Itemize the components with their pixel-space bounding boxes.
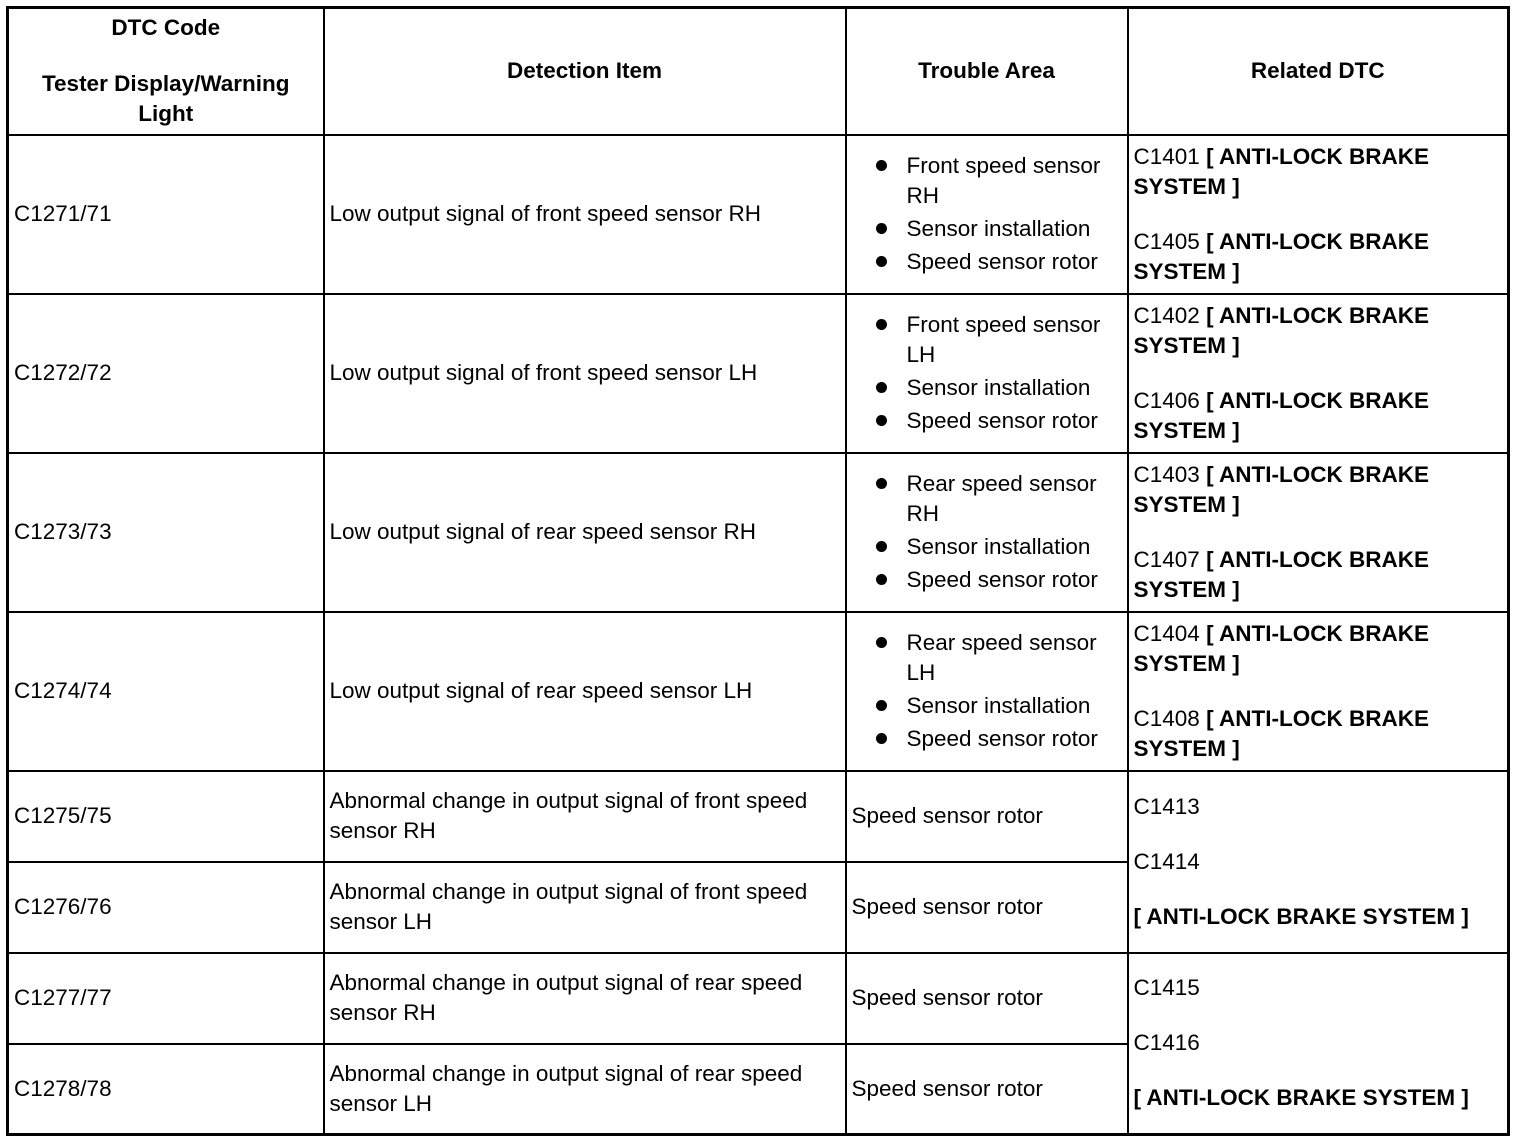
related-dtc-entry xyxy=(1134,227,1503,287)
trouble-area-cell: Speed sensor rotor xyxy=(846,862,1128,953)
table-row xyxy=(8,612,1509,771)
trouble-area-cell xyxy=(846,453,1128,612)
table-row xyxy=(8,294,1509,453)
trouble-area-item: Speed sensor rotor xyxy=(874,406,1122,436)
trouble-area-item: Speed sensor rotor xyxy=(874,565,1122,595)
trouble-area-item: Front speed sensor LH xyxy=(874,310,1122,370)
related-dtc-system: [ ANTI-LOCK BRAKE SYSTEM ] xyxy=(1133,903,1469,929)
header-dtc-code-line2: Tester Display/Warning Light xyxy=(41,71,290,127)
trouble-area-item: Sensor installation xyxy=(874,532,1122,562)
trouble-area-cell xyxy=(846,135,1128,294)
dtc-table xyxy=(6,6,1510,1136)
header-row xyxy=(8,8,1509,135)
detection-item-cell: Low output signal of front speed sensor LH xyxy=(324,294,846,453)
detection-item-cell: Low output signal of front speed sensor RH xyxy=(324,135,846,294)
related-dtc-cell xyxy=(1128,453,1509,612)
related-dtc-code: C1403 xyxy=(1133,461,1200,487)
related-dtc-code: C1415 xyxy=(1133,975,1200,1001)
related-dtc-entry xyxy=(1134,142,1503,202)
related-dtc-code: C1404 xyxy=(1133,620,1200,646)
related-dtc-cell xyxy=(1128,953,1509,1135)
header-detection-item: Detection Item xyxy=(324,8,846,135)
related-dtc-entry xyxy=(1134,545,1503,605)
trouble-area-item: Sensor installation xyxy=(874,214,1122,244)
related-dtc-code: C1405 xyxy=(1133,228,1200,254)
related-dtc-cell xyxy=(1128,294,1509,453)
trouble-area-cell xyxy=(846,612,1128,771)
trouble-area-item: Rear speed sensor LH xyxy=(874,628,1122,688)
related-dtc-system: [ ANTI-LOCK BRAKE SYSTEM ] xyxy=(1133,546,1429,602)
related-dtc-system: [ ANTI-LOCK BRAKE SYSTEM ] xyxy=(1133,705,1429,761)
trouble-area-item: Sensor installation xyxy=(874,373,1122,403)
related-dtc-cell xyxy=(1128,135,1509,294)
related-dtc-entry xyxy=(1134,460,1503,520)
related-dtc-system: [ ANTI-LOCK BRAKE SYSTEM ] xyxy=(1133,143,1429,199)
dtc-code-cell: C1275/75 xyxy=(8,771,324,862)
trouble-area-cell: Speed sensor rotor xyxy=(846,1044,1128,1135)
trouble-area-cell xyxy=(846,294,1128,453)
detection-item-cell: Low output signal of rear speed sensor LH xyxy=(324,612,846,771)
trouble-area-item: Sensor installation xyxy=(874,691,1122,721)
related-dtc-entry xyxy=(1134,619,1503,679)
related-dtc-code: C1413 xyxy=(1133,793,1200,819)
related-dtc-system: [ ANTI-LOCK BRAKE SYSTEM ] xyxy=(1133,387,1429,443)
header-dtc-code xyxy=(8,8,324,135)
dtc-code-cell: C1273/73 xyxy=(8,453,324,612)
related-dtc-code: C1402 xyxy=(1133,302,1200,328)
dtc-code-cell: C1277/77 xyxy=(8,953,324,1044)
table-row xyxy=(8,135,1509,294)
related-dtc-cell xyxy=(1128,771,1509,953)
trouble-area-item: Speed sensor rotor xyxy=(874,724,1122,754)
related-dtc-entry xyxy=(1134,704,1503,764)
related-dtc-code: C1414 xyxy=(1133,848,1200,874)
related-dtc-code: C1401 xyxy=(1133,143,1200,169)
related-dtc-code: C1407 xyxy=(1133,546,1200,572)
related-dtc-code: C1416 xyxy=(1133,1030,1200,1056)
related-dtc-system: [ ANTI-LOCK BRAKE SYSTEM ] xyxy=(1133,302,1429,358)
detection-item-cell: Low output signal of rear speed sensor RH xyxy=(324,453,846,612)
related-dtc-code: C1408 xyxy=(1133,705,1200,731)
detection-item-cell: Abnormal change in output signal of front speed sensor LH xyxy=(324,862,846,953)
trouble-area-item: Speed sensor rotor xyxy=(874,247,1122,277)
dtc-code-cell: C1272/72 xyxy=(8,294,324,453)
trouble-area-item: Rear speed sensor RH xyxy=(874,469,1122,529)
table-row xyxy=(8,771,1509,862)
related-dtc-system: [ ANTI-LOCK BRAKE SYSTEM ] xyxy=(1133,1085,1469,1111)
detection-item-cell: Abnormal change in output signal of rear speed sensor RH xyxy=(324,953,846,1044)
related-dtc-cell xyxy=(1128,612,1509,771)
dtc-code-cell: C1278/78 xyxy=(8,1044,324,1135)
table-row xyxy=(8,953,1509,1044)
dtc-code-cell: C1271/71 xyxy=(8,135,324,294)
related-dtc-code: C1406 xyxy=(1133,387,1200,413)
related-dtc-system: [ ANTI-LOCK BRAKE SYSTEM ] xyxy=(1133,228,1429,284)
header-dtc-code-line1: DTC Code xyxy=(111,15,221,41)
dtc-code-cell: C1276/76 xyxy=(8,862,324,953)
detection-item-cell: Abnormal change in output signal of front speed sensor RH xyxy=(324,771,846,862)
detection-item-cell: Abnormal change in output signal of rear speed sensor LH xyxy=(324,1044,846,1135)
header-trouble-area: Trouble Area xyxy=(846,8,1128,135)
related-dtc-entry xyxy=(1134,386,1503,446)
trouble-area-cell: Speed sensor rotor xyxy=(846,771,1128,862)
related-dtc-system: [ ANTI-LOCK BRAKE SYSTEM ] xyxy=(1133,620,1429,676)
related-dtc-system: [ ANTI-LOCK BRAKE SYSTEM ] xyxy=(1133,461,1429,517)
trouble-area-cell: Speed sensor rotor xyxy=(846,953,1128,1044)
header-related-dtc: Related DTC xyxy=(1128,8,1509,135)
dtc-code-cell: C1274/74 xyxy=(8,612,324,771)
related-dtc-entry xyxy=(1134,301,1503,361)
table-row xyxy=(8,453,1509,612)
trouble-area-item: Front speed sensor RH xyxy=(874,151,1122,211)
